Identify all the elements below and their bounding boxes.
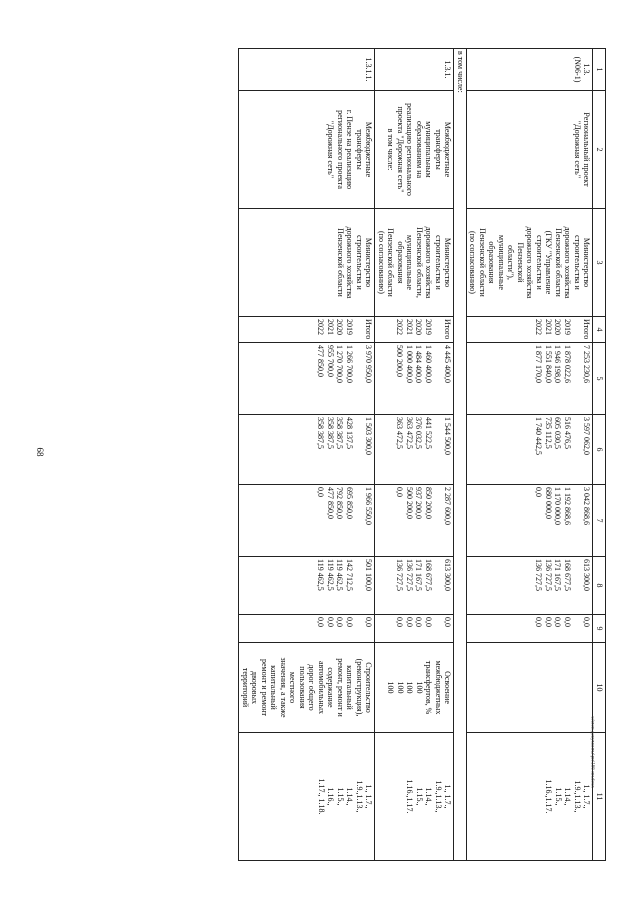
table-row <box>467 49 594 861</box>
cell-value: 119 462,5 <box>326 559 335 591</box>
header-cell: 2 <box>593 91 606 209</box>
cell-value: 0,0 <box>563 617 572 627</box>
cell-value: 1 878 022,6 <box>563 345 572 383</box>
target-reference-cell: 1., 1.7., 1.9.,1.13., 1.14., 1.15., 1.16.,1.17. <box>375 733 454 861</box>
item-number-cell: 1.3. (N06-1) <box>467 49 594 91</box>
cell-value: 100 <box>386 681 396 694</box>
cell-value: 0,0 <box>316 487 326 497</box>
cell-value: 605 030,5 <box>553 417 563 449</box>
federal-amount-cell-list <box>395 417 453 482</box>
cell-value: 0,0 <box>345 617 354 627</box>
cell-value: 119 462,5 <box>316 559 326 591</box>
value-gap <box>354 487 364 554</box>
header-cell: 11 <box>593 733 606 861</box>
value-gap <box>354 617 364 640</box>
regional-amount-cell <box>467 485 594 557</box>
other-amount-cell <box>467 615 594 643</box>
other-amount-cell-list <box>395 617 453 640</box>
other-amount-cell-list <box>534 617 592 640</box>
cell-value: 4 445 400,0 <box>443 345 453 383</box>
cell-value: 100 <box>396 681 405 694</box>
cell-value: 1 740 442,5 <box>534 417 544 455</box>
cell-value: 613 300,0 <box>443 559 453 591</box>
value-gap <box>572 319 582 340</box>
cell-value: 428 137,5 <box>345 417 354 449</box>
cell-value: 2021 <box>326 319 335 335</box>
cell-value: 136 727,5 <box>395 559 405 591</box>
cell-value: 1 460 400,0 <box>424 345 433 383</box>
item-name-cell: Региональный проект "Дорожная сеть" <box>467 91 594 209</box>
indicator-cell <box>375 643 454 733</box>
value-gap <box>572 617 582 640</box>
value-gap <box>433 319 443 340</box>
cell-value: 937 200,0 <box>414 487 424 519</box>
cell-value: 2019 <box>424 319 433 335</box>
cell-value: 0,0 <box>534 487 544 497</box>
table-body <box>239 49 606 861</box>
cell-value: 2 287 600,0 <box>443 487 453 525</box>
header-cell: 6 <box>593 415 606 485</box>
local-amount-cell-list <box>534 559 592 612</box>
target-reference-cell: 1., 1.7., 1.9.,1.13., 1.14., 1.15., 1.16., 1.17., 1.18. <box>239 733 375 861</box>
cell-value: 2021 <box>405 319 414 335</box>
value-gap <box>433 345 443 412</box>
value-gap <box>572 487 582 554</box>
cell-value: Итого <box>582 319 592 340</box>
cell-value: Итого <box>364 319 374 340</box>
table-row <box>375 49 454 861</box>
cell-value: 2019 <box>345 319 354 335</box>
cell-value: 0,0 <box>424 617 433 627</box>
cell-value: 3 042 868,6 <box>582 487 592 525</box>
cell-value: 0,0 <box>582 617 592 627</box>
local-amount-cell <box>467 557 594 615</box>
other-amount-cell-list <box>316 617 374 640</box>
total-amount-cell-list <box>534 345 592 412</box>
cell-value: 1 266 700,0 <box>345 345 354 383</box>
subheading-cell: в том числе: <box>454 49 467 861</box>
cell-value: 0,0 <box>443 617 453 627</box>
header-cell: 1 <box>593 49 606 91</box>
value-gap <box>433 417 443 482</box>
rotated-table-wrapper <box>94 48 606 860</box>
cell-value: 1 544 500,0 <box>443 417 453 455</box>
cell-value: 695 850,0 <box>345 487 354 519</box>
cell-value: 680 000,0 <box>544 487 553 519</box>
cell-value: 136 727,5 <box>544 559 553 591</box>
cell-value: 1 192 868,6 <box>563 487 572 525</box>
cell-value: 119 462,5 <box>335 559 345 591</box>
local-amount-cell-list <box>316 559 374 612</box>
value-gap <box>354 417 364 482</box>
cell-value: 2020 <box>335 319 345 335</box>
other-amount-cell <box>375 615 454 643</box>
regional-amount-cell <box>375 485 454 557</box>
cell-value: 1 966 550,0 <box>364 487 374 525</box>
total-amount-cell <box>467 343 594 415</box>
federal-amount-cell-list <box>534 417 592 482</box>
cell-value: 171 167,5 <box>414 559 424 591</box>
cell-value: 2022 <box>534 319 544 335</box>
federal-amount-cell-list <box>316 417 374 482</box>
cell-value: 1 551 840,0 <box>544 345 553 383</box>
item-number-cell: 1.3.1.1. <box>239 49 375 91</box>
cell-value: 0,0 <box>395 487 405 497</box>
header-cell: 9 <box>593 615 606 643</box>
cell-value: 142 712,5 <box>345 559 354 591</box>
cell-value: 1 170 000,0 <box>553 487 563 525</box>
cell-value: 171 167,5 <box>553 559 563 591</box>
cell-value: 613 300,0 <box>582 559 592 591</box>
cell-value: 2020 <box>553 319 563 335</box>
footer-file-path: c:\мои документы\рп\166-пп.docx <box>589 716 595 788</box>
total-amount-cell-list <box>316 345 374 412</box>
cell-value: 0,0 <box>544 617 553 627</box>
executor-cell: Министерство строительства и дорожного хозяйства Пензенской области <box>239 209 375 317</box>
indicator-values <box>386 645 424 730</box>
year-cell <box>467 317 594 343</box>
total-amount-cell <box>239 343 375 415</box>
cell-value: 0,0 <box>335 617 345 627</box>
value-gap <box>354 345 364 412</box>
cell-value: 0,0 <box>316 617 326 627</box>
cell-value: 0,0 <box>553 617 563 627</box>
cell-value: 0,0 <box>534 617 544 627</box>
cell-value: 358 387,5 <box>335 417 345 449</box>
header-cell: 10 <box>593 643 606 733</box>
target-reference-cell: 1., 1.7., 1.9.,1.13., 1.14., 1.15., 1.16.,1.17. <box>467 733 594 861</box>
cell-value: 1 946 198,0 <box>553 345 563 383</box>
cell-value: 376 032,5 <box>414 417 424 449</box>
cell-value: 477 850,0 <box>326 487 335 519</box>
cell-value: 2022 <box>395 319 405 335</box>
cell-value: 850 200,0 <box>424 487 433 519</box>
other-amount-cell <box>239 615 375 643</box>
cell-value: 363 472,5 <box>395 417 405 449</box>
cell-value: 1 503 300,0 <box>364 417 374 455</box>
cell-value: 2021 <box>544 319 553 335</box>
page-number: 68 <box>35 447 45 457</box>
executor-cell: Министерство строительства и дорожного хозяйства Пензенской области, муниципальные образования Пензенской области (по согласованию) <box>375 209 454 317</box>
year-cell-list <box>316 319 374 340</box>
header-cell: 3 <box>593 209 606 317</box>
cell-value: 0,0 <box>395 617 405 627</box>
cell-value: 0,0 <box>364 617 374 627</box>
value-gap <box>433 559 443 612</box>
header-cell: 7 <box>593 485 606 557</box>
cell-value: 100 <box>405 681 415 694</box>
cell-value: 2019 <box>563 319 572 335</box>
federal-amount-cell <box>239 415 375 485</box>
indicator-cell <box>467 643 594 733</box>
indicator-text: Освоение межбюджетных трансфертов, % <box>424 660 453 715</box>
cell-value: 136 727,5 <box>534 559 544 591</box>
cell-value: 358 387,5 <box>326 417 335 449</box>
program-table <box>239 48 607 861</box>
total-amount-cell <box>375 343 454 415</box>
cell-value: 1 270 700,0 <box>335 345 345 383</box>
executor-cell: Министерство строительства и дорожного хозяйства Пензенской области (ГКУ "Управление строительства и дорожного хозяйства Пензенской области"), муниципальные образования Пензенской области (по согласованию) <box>467 209 594 317</box>
cell-value: 0,0 <box>414 617 424 627</box>
cell-value: 2020 <box>414 319 424 335</box>
cell-value: 955 700,0 <box>326 345 335 377</box>
local-amount-cell-list <box>395 559 453 612</box>
cell-value: 1 877 170,0 <box>534 345 544 383</box>
subheading-row <box>454 49 467 861</box>
header-cell: 8 <box>593 557 606 615</box>
local-amount-cell <box>239 557 375 615</box>
cell-value: 477 850,0 <box>316 345 326 377</box>
cell-value: 3 597 062,0 <box>582 417 592 455</box>
item-name-cell: Межбюджетные трансферты г. Пензе на реализацию регионального проекта "Дорожная сеть" <box>239 91 375 209</box>
year-cell-list <box>534 319 592 340</box>
header-row <box>593 49 606 861</box>
regional-amount-cell-list <box>316 487 374 554</box>
value-gap <box>572 417 582 482</box>
cell-value: 3 970 950,0 <box>364 345 374 383</box>
cell-value: 2022 <box>316 319 326 335</box>
item-number-cell: 1.3.1. <box>375 49 454 91</box>
item-name-cell: Межбюджетные трансферты муниципальным образованиям на реализацию регионального проекта "Дорожная сеть" в том числе: <box>375 91 454 209</box>
value-gap <box>433 487 443 554</box>
indicator-text: Строительство (реконструкция), капитальный ремонт, ремонт и содержание автомобильных дорог общего пользования местного значения, а также капитальный ремонт и ремонт дворовых территорий <box>241 657 374 718</box>
regional-amount-cell-list <box>395 487 453 554</box>
cell-value: 500 200,0 <box>405 487 414 519</box>
cell-value: 7 253 230,6 <box>582 345 592 383</box>
header-cell: 5 <box>593 343 606 415</box>
cell-value: 168 677,5 <box>424 559 433 591</box>
value-gap <box>572 345 582 412</box>
cell-value: 168 677,5 <box>563 559 572 591</box>
table-row <box>239 49 375 861</box>
cell-value: 363 472,5 <box>405 417 414 449</box>
indicator-cell <box>239 643 375 733</box>
federal-amount-cell <box>467 415 594 485</box>
regional-amount-cell <box>239 485 375 557</box>
cell-value: 0,0 <box>326 617 335 627</box>
cell-value: Итого <box>443 319 453 340</box>
cell-value: 0,0 <box>405 617 414 627</box>
header-cell: 4 <box>593 317 606 343</box>
value-gap <box>433 617 443 640</box>
cell-value: 136 727,5 <box>405 559 414 591</box>
cell-value: 735 112,5 <box>544 417 553 449</box>
year-cell <box>375 317 454 343</box>
year-cell <box>239 317 375 343</box>
total-amount-cell-list <box>395 345 453 412</box>
year-cell-list <box>395 319 453 340</box>
cell-value: 441 522,5 <box>424 417 433 449</box>
cell-value: 500 200,0 <box>395 345 405 377</box>
regional-amount-cell-list <box>534 487 592 554</box>
local-amount-cell <box>375 557 454 615</box>
cell-value: 516 476,5 <box>563 417 572 449</box>
cell-value: 501 100,0 <box>364 559 374 591</box>
value-gap <box>354 319 364 340</box>
cell-value: 1 484 400,0 <box>414 345 424 383</box>
federal-amount-cell <box>375 415 454 485</box>
cell-value: 792 850,0 <box>335 487 345 519</box>
cell-value: 1 000 400,0 <box>405 345 414 383</box>
value-gap <box>354 559 364 612</box>
cell-value: 100 <box>415 681 424 694</box>
value-gap <box>572 559 582 612</box>
cell-value: 358 387,5 <box>316 417 326 449</box>
